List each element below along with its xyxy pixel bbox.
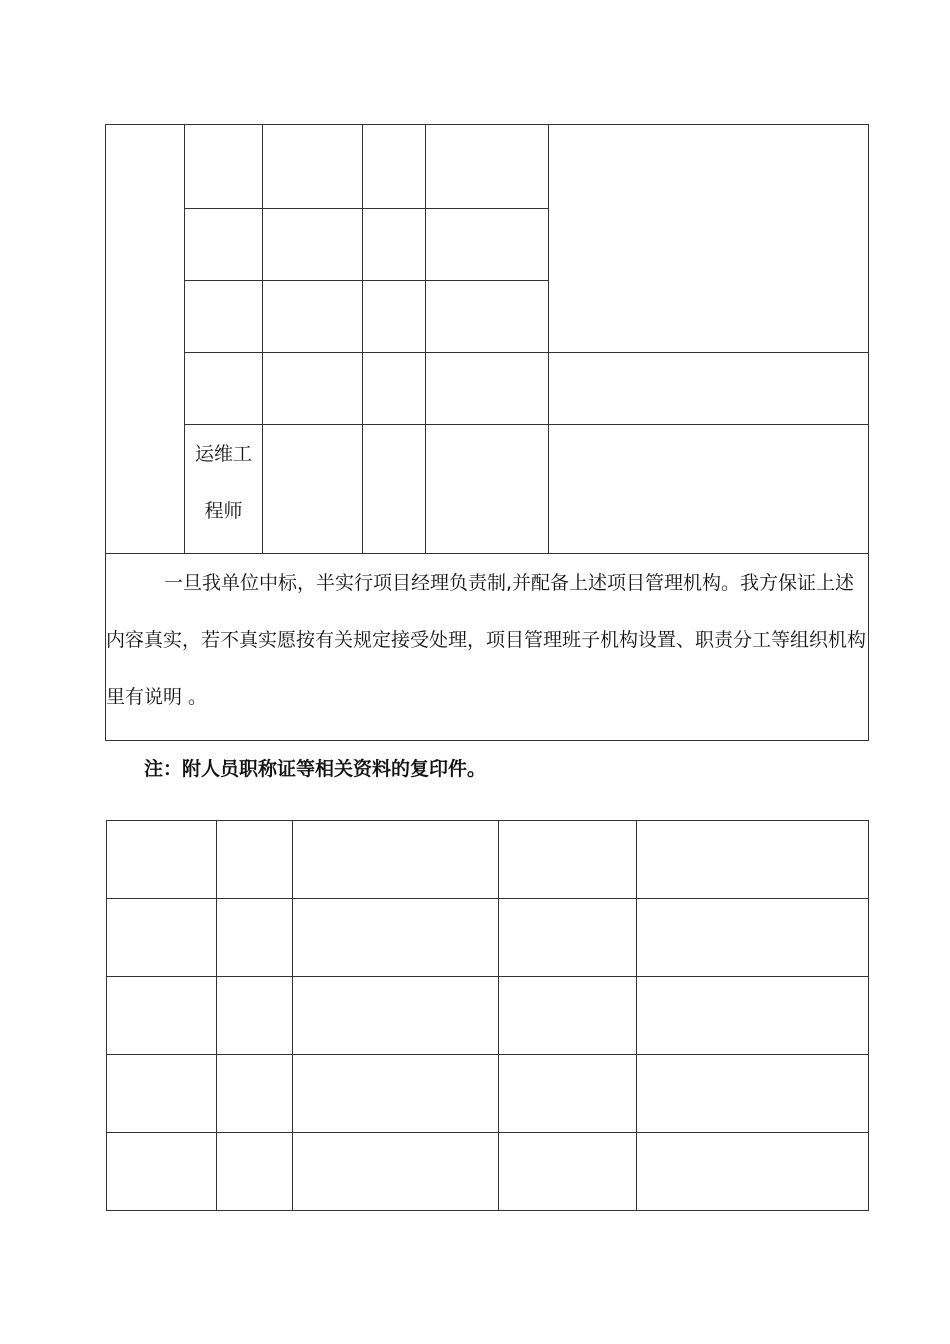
- table-cell: [217, 899, 293, 977]
- table-cell: [293, 899, 499, 977]
- table-cell: [499, 821, 637, 899]
- table-cell: [499, 899, 637, 977]
- role-label-ops-engineer: [185, 426, 262, 554]
- table-row: [107, 821, 869, 899]
- staff-table-row-divider: [184, 208, 548, 209]
- table-cell: [637, 977, 869, 1055]
- table-cell: [107, 821, 217, 899]
- staff-table-row-divider: [184, 280, 548, 281]
- table-row: [107, 1133, 869, 1211]
- attachment-note: 注：附人员职称证等相关资料的复印件。: [144, 758, 487, 780]
- table-row: [107, 899, 869, 977]
- table-cell: [293, 1055, 499, 1133]
- role-label-line2: 程师: [204, 500, 243, 522]
- role-label-line1: 运维工: [194, 443, 252, 465]
- table-cell: [637, 821, 869, 899]
- commitment-statement: [106, 555, 866, 739]
- staff-table-row-divider: [184, 424, 868, 425]
- table-cell: [293, 977, 499, 1055]
- staff-table-col-divider: [262, 124, 263, 554]
- table-cell: [217, 821, 293, 899]
- table-row: [107, 1055, 869, 1133]
- table-cell: [499, 1133, 637, 1211]
- table-cell: [499, 977, 637, 1055]
- table-cell: [217, 977, 293, 1055]
- commitment-text: 一旦我单位中标，半实行项目经理负责制,并配备上述项目管理机构。我方保证上述内容真实，若不真实愿按有关规定接受处理，项目管理班子机构设置、职责分工等组织机构里有说明 。: [106, 572, 867, 708]
- table-cell: [637, 1133, 869, 1211]
- table-cell: [107, 1133, 217, 1211]
- table-cell: [217, 1133, 293, 1211]
- blank-table: [106, 820, 869, 1211]
- table-cell: [107, 1055, 217, 1133]
- table-cell: [293, 821, 499, 899]
- table-row: [107, 977, 869, 1055]
- table-cell: [107, 899, 217, 977]
- table-cell: [637, 1055, 869, 1133]
- staff-table-col-divider: [362, 124, 363, 554]
- table-cell: [293, 1133, 499, 1211]
- table-cell: [637, 899, 869, 977]
- table-cell: [217, 1055, 293, 1133]
- staff-table-col-divider: [425, 124, 426, 554]
- table-cell: [499, 1055, 637, 1133]
- table-cell: [107, 977, 217, 1055]
- staff-table-col-divider: [548, 124, 549, 554]
- staff-table-row-divider: [184, 352, 868, 353]
